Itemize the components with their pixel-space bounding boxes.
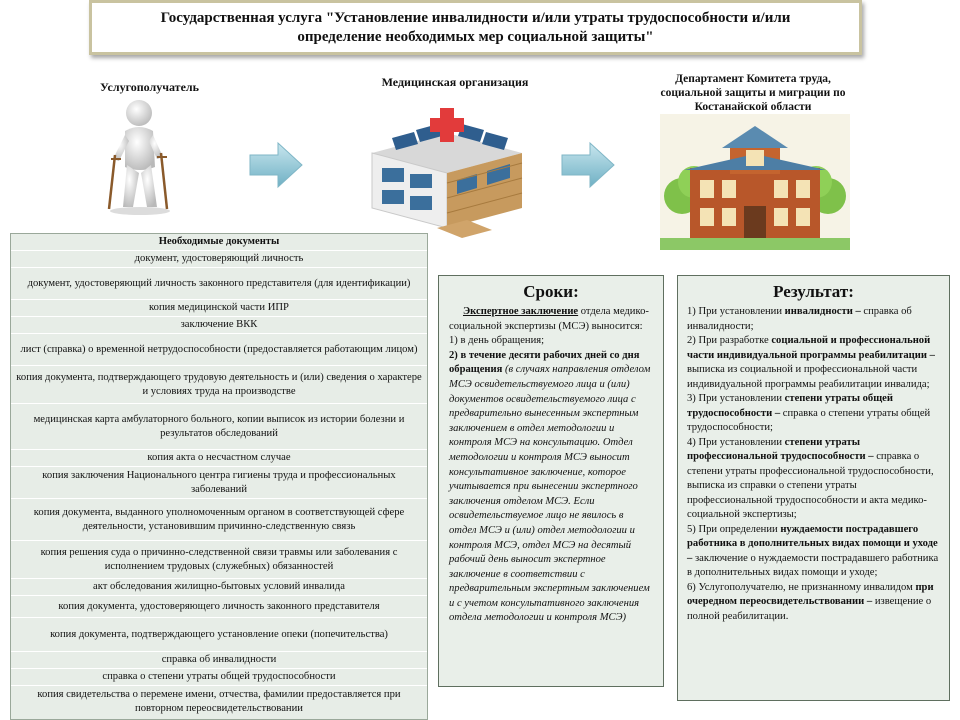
- document-row-2: документ, удостоверяющий личность законного представителя (для идентификации): [11, 268, 427, 300]
- document-row-6: копия документа, подтверждающего трудовую деятельность и (или) сведения о характере и условиях труда на производстве: [11, 366, 427, 404]
- document-row-17: копия свидетельства о перемене имени, отчества, фамилии предоставляется при повторном переосвидетельствовании: [37, 689, 401, 714]
- flow-arrow-2-icon: [560, 140, 616, 190]
- document-row-13: копия документа, удостоверяющего личность законного представителя: [11, 596, 427, 618]
- result-item-6: 6) Услугополучателю, не признанному инвалидом при очередном переосвидетельствовании – извещение о полной реабилитации.: [687, 581, 934, 622]
- terms-item-1: 1) в день обращения;: [449, 335, 545, 347]
- document-row-15: справка об инвалидности: [11, 652, 427, 669]
- document-row-8: копия акта о несчастном случае: [11, 450, 427, 467]
- title-line-2: определение необходимых мер социальной защиты": [297, 28, 654, 45]
- terms-box: [438, 275, 664, 687]
- document-row-14: копия документа, подтверждающего установление опеки (попечительства): [11, 618, 427, 652]
- document-row-12: акт обследования жилищно-бытовых условий инвалида: [11, 579, 427, 596]
- terms-italic-note: (в случаях направления отделом МСЭ освидетельствуемого лица и (или) документов освидетельствуемого лица с предварительно вынесенным экспертным заключением в отдел методологии и контроля МСЭ на консультацию. Отдел методологии и контроля МСЭ выносит консультативное заключение, которое учитывается при вынесении экспертного заключения отделом МСЭ. Если освидетельствуемое лицо не явилось в отдел МСЭ и (или) отдел методологии и контроля МСЭ, отдел МСЭ на десятый рабочий день выносит экспертное заключение в соответствии с предварительным экспертным заключением и с учетом консультативного заключения отдела методологии и контроля МСЭ): [449, 364, 651, 624]
- terms-lead-underline: Экспертное заключение: [463, 306, 579, 317]
- flow-arrow-1-icon: [248, 140, 304, 190]
- result-item-5: 5) При определении нуждаемости пострадавшего работника в дополнительных видах помощи и уходе – заключение о нуждаемости пострадавшего работника в дополнительных видах помощи и уходе;: [687, 523, 939, 578]
- hospital-building-icon: [352, 88, 532, 238]
- document-row-5: лист (справка) о временной нетрудоспособности (предоставляется работающим лицом): [11, 334, 427, 366]
- terms-lead-rest: отдела медико-социальной экспертизы (МСЭ) выносится:: [449, 306, 649, 332]
- result-box: [677, 275, 950, 701]
- required-documents-table: [10, 233, 428, 720]
- government-building-icon: [660, 114, 850, 250]
- department-label: Департамент Комитета труда, социальной защиты и миграции по Костанайской области: [660, 73, 846, 113]
- document-row-7: медицинская карта амбулаторного больного, копии выписок из истории болезни и результатов обследований: [11, 404, 427, 450]
- result-title: Результат:: [773, 282, 854, 301]
- document-row-3: копия медицинской части ИПР: [11, 300, 427, 317]
- terms-body: [449, 305, 653, 626]
- result-item-2: 2) При разработке социальной и профессиональной части индивидуальной программы реабилитации – выписка из социальной и профессиональной части индивидуальной программы реабилитации инвалида;: [687, 335, 935, 390]
- terms-title: Сроки:: [523, 282, 579, 301]
- document-row-9: копия заключения Национального центра гигиены труда и профессиональных заболеваний: [11, 467, 427, 499]
- title-line-1: Государственная услуга "Установление инвалидности и/или утраты трудоспособности и/или: [160, 9, 791, 26]
- recipient-label: Услугополучатель: [100, 80, 199, 94]
- document-row-16: справка о степени утраты общей трудоспособности: [11, 669, 427, 686]
- result-item-4: 4) При установлении степени утраты профессиональной трудоспособности – справка о степени утраты профессиональной трудоспособности, выписка из справки о степени утраты профессиональной трудоспособности и акта медико-социальной экспертизы;: [687, 436, 934, 520]
- result-item-3: 3) При установлении степени утраты общей трудоспособности – справка о степени утраты общей трудоспособности;: [687, 393, 931, 433]
- document-row-4: заключение ВКК: [11, 317, 427, 334]
- terms-item-2: 2) в течение десяти рабочих дней со дня обращения: [449, 349, 640, 376]
- documents-header: Необходимые документы: [11, 234, 427, 251]
- document-row-11: копия решения суда о причинно-следственной связи травмы или заболевания с исполнением трудовых (служебных) обязанностей: [11, 541, 427, 579]
- result-item-1: 1) При установлении инвалидности – справка об инвалидности;: [687, 306, 912, 332]
- document-row-10: копия документа, выданного уполномоченным органом в соответствующей сфере деятельности, установившим причинно-следственную связь: [11, 499, 427, 541]
- medical-organization-label: Медицинская организация: [381, 75, 529, 89]
- page-title: [89, 0, 862, 55]
- person-with-crutches-icon: [95, 97, 185, 215]
- document-row-1: документ, удостоверяющий личность: [11, 251, 427, 268]
